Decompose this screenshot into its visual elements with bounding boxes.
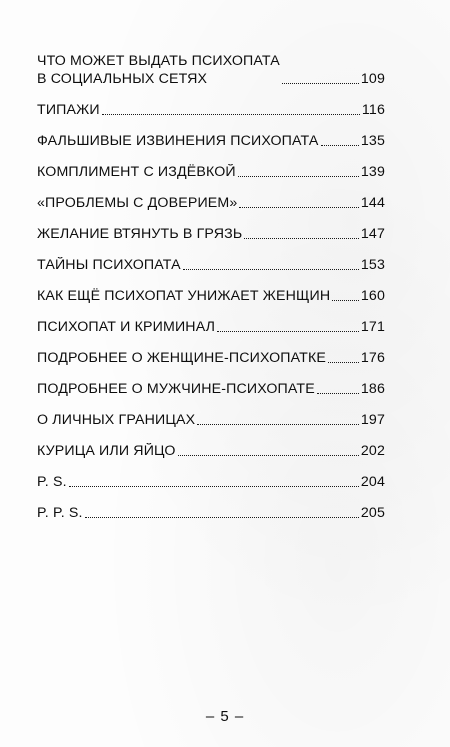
toc-entry-page-number: 160 [360,288,385,304]
toc-entry [37,344,385,367]
toc-entry-title: КУРИЦА ИЛИ ЯЙЦО [37,443,176,459]
toc-entry-title: P. S. [37,474,67,490]
toc-entry-title: ТИПАЖИ [37,102,100,118]
toc-entry-page-number: 139 [360,164,385,180]
toc-entry-page-number: 204 [360,474,385,490]
toc-entry [37,127,385,150]
toc-entry-page-number: 171 [360,319,385,335]
toc-entry [37,375,385,398]
toc-entry-page-number: 176 [360,350,385,366]
dot-leader [217,331,359,332]
dot-leader [282,83,359,84]
page-number: – 5 – [205,708,245,725]
toc-entry-page-number: 205 [360,505,385,521]
toc-entry-title: ТАЙНЫ ПСИХОПАТА [37,257,181,273]
toc-entry-page-number: 147 [360,226,385,242]
dot-leader [102,114,360,115]
toc-entry-title: ФАЛЬШИВЫЕ ИЗВИНЕНИЯ ПСИХОПАТА [37,133,319,149]
dot-leader [183,269,359,270]
dot-leader [328,362,359,363]
toc-entry-page-number: 202 [360,443,385,459]
dot-leader [244,238,359,239]
dot-leader [69,486,359,487]
dot-leader [178,455,359,456]
toc-entry-page-number: 197 [360,412,385,428]
toc-entry-title: О ЛИЧНЫХ ГРАНИЦАХ [37,412,196,428]
toc-entry [37,313,385,336]
toc-entry [37,220,385,243]
dot-leader [197,424,359,425]
dot-leader [239,207,358,208]
toc-entry-title: «ПРОБЛЕМЫ С ДОВЕРИЕМ» [37,195,238,211]
toc-entry [37,96,385,119]
toc-entry [37,189,385,212]
dot-leader [85,517,359,518]
toc-entry-title: P. P. S. [37,505,83,521]
toc-entry-page-number: 186 [360,381,385,397]
toc-entry-page-number: 144 [360,195,385,211]
table-of-contents [37,48,385,530]
toc-entry-title: КОМПЛИМЕНТ С ИЗДЁВКОЙ [37,164,236,180]
toc-entry [37,48,385,88]
toc-entry-title: ПСИХОПАТ И КРИМИНАЛ [37,319,216,335]
toc-entry [37,251,385,274]
toc-entry-title: ЖЕЛАНИЕ ВТЯНУТЬ В ГРЯЗЬ [37,226,243,242]
toc-entry [37,468,385,491]
toc-entry-title: ПОДРОБНЕЕ О ЖЕНЩИНЕ-ПСИХОПАТКЕ [37,350,326,366]
dot-leader [317,393,359,394]
dot-leader [238,176,359,177]
toc-entry-title: ПОДРОБНЕЕ О МУЖЧИНЕ-ПСИХОПАТЕ [37,381,315,397]
dot-leader [321,145,359,146]
toc-entry-page-number: 109 [360,71,385,87]
toc-entry [37,282,385,305]
toc-entry [37,437,385,460]
toc-entry-title: ЧТО МОЖЕТ ВЫДАТЬ ПСИХОПАТА В СОЦИАЛЬНЫХ СЕТЯХ [37,53,280,87]
toc-entry [37,499,385,522]
toc-entry-title: КАК ЕЩЁ ПСИХОПАТ УНИЖАЕТ ЖЕНЩИН [37,288,331,304]
toc-entry [37,406,385,429]
toc-entry-page-number: 153 [360,257,385,273]
toc-entry [37,158,385,181]
toc-entry-page-number: 116 [361,102,385,118]
dot-leader [332,300,359,301]
toc-entry-page-number: 135 [360,133,385,149]
